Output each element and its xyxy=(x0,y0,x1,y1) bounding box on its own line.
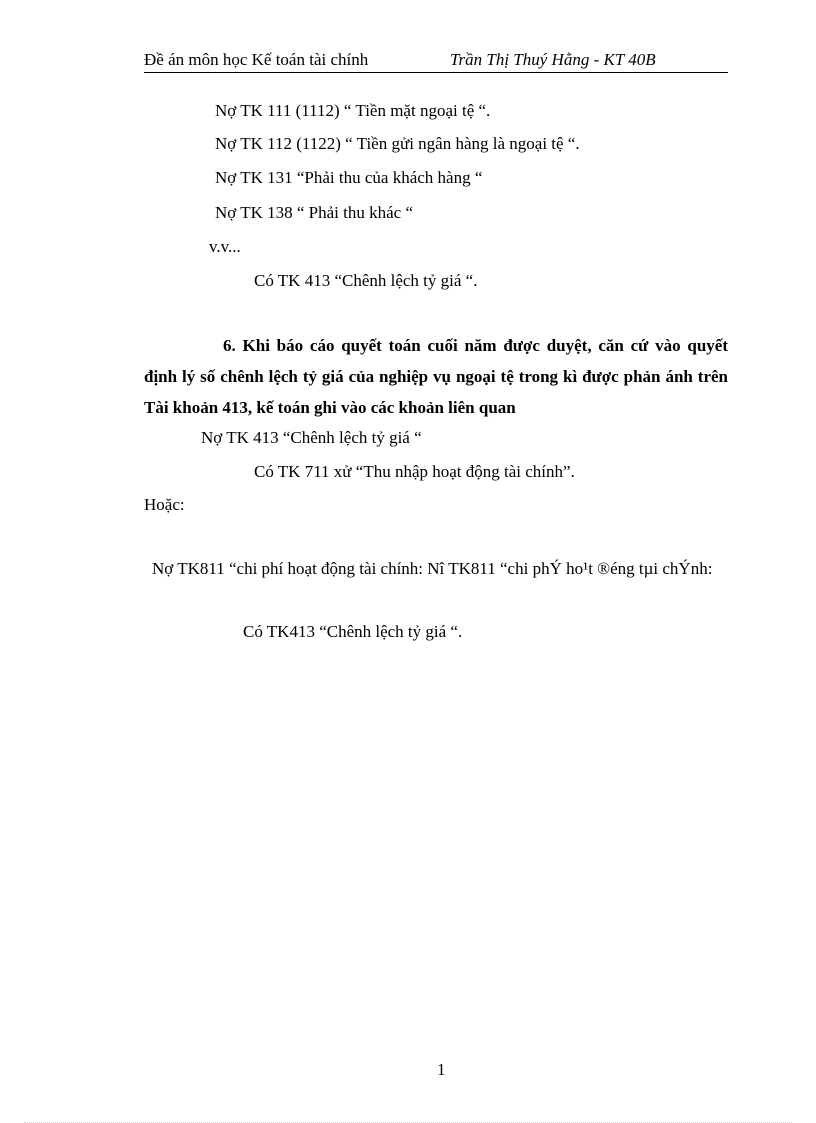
section-6-paragraph: 6. Khi báo cáo quyết toán cuối năm được duyệt, căn cứ vào quyết định lý số chênh lệch tỷ giá của nghiệp vụ ngoại tệ trong kì được phản ánh trên Tài khoản 413, kế toán ghi vào các khoản liên quan xyxy=(144,336,728,417)
entry-debit-413: Nợ TK 413 “Chênh lệch tỷ giá “ xyxy=(201,428,422,447)
entry-credit-413-second: Có TK413 “Chênh lệch tỷ giá “. xyxy=(243,622,463,641)
entry-debit-131: Nợ TK 131 “Phải thu của khách hàng “ xyxy=(215,168,483,187)
entry-debit-112: Nợ TK 112 (1122) “ Tiền gửi ngân hàng là ngoại tệ “. xyxy=(215,134,580,153)
header-author: Trần Thị Thuý Hằng - KT 40B xyxy=(450,50,656,69)
header-course-title: Đề án môn học Kế toán tài chính xyxy=(144,50,369,69)
entry-etc: v.v... xyxy=(209,237,241,256)
entry-credit-413: Có TK 413 “Chênh lệch tỷ giá “. xyxy=(254,271,478,290)
header-divider xyxy=(144,72,728,73)
or-label: Hoặc: xyxy=(144,495,185,514)
entry-credit-711: Có TK 711 xử “Thu nhập hoạt động tài chính”. xyxy=(254,462,575,481)
entry-debit-138: Nợ TK 138 “ Phải thu khác “ xyxy=(215,203,413,222)
entry-debit-811-paragraph: Nợ TK811 “chi phí hoạt động tài chính: Nî TK811 “chi phÝ ho¹t ®éng tµi chÝnh: xyxy=(152,559,713,578)
page-number: 1 xyxy=(437,1060,446,1079)
entry-debit-111: Nợ TK 111 (1112) “ Tiền mặt ngoại tệ “. xyxy=(215,101,491,120)
